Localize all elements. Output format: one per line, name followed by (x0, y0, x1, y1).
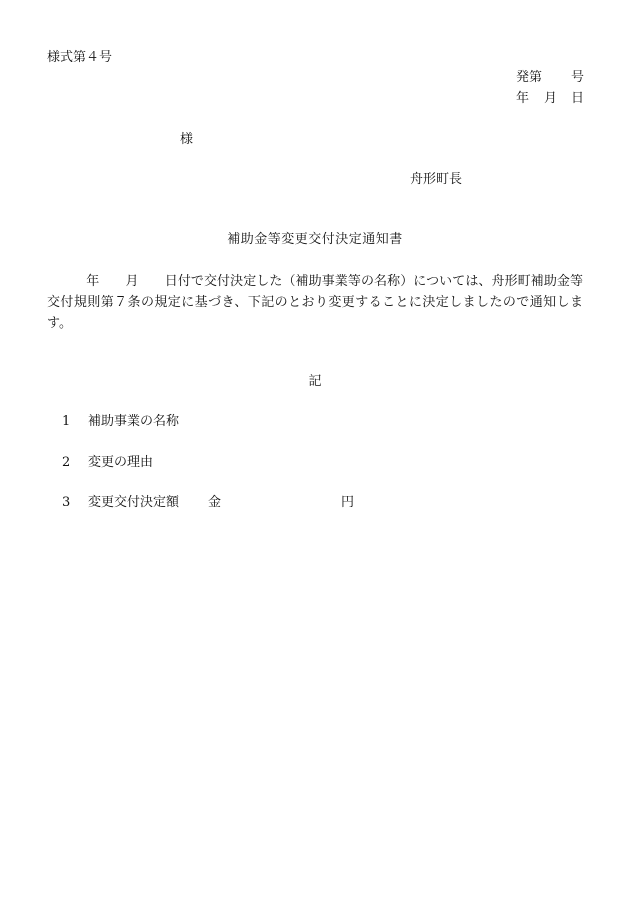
form-number: 様式第４号 (47, 50, 113, 65)
addressee: 様 (180, 132, 194, 147)
list-item (62, 415, 179, 428)
document-title: 補助金等変更交付決定通知書 (227, 232, 403, 247)
item-label: 補助事業の名称 (88, 414, 180, 429)
issuer-name: 舟形町長 (410, 172, 463, 187)
issue-number-label: 発第 (516, 70, 543, 85)
item-number: 3 (62, 495, 71, 510)
ki-heading: 記 (308, 374, 322, 389)
item-number: 2 (62, 455, 71, 470)
list-item (62, 456, 153, 469)
issue-date-month: 月 (544, 91, 558, 106)
issue-number-suffix: 号 (570, 70, 584, 85)
issue-number (516, 71, 584, 84)
amount-prefix: 金 (208, 495, 222, 510)
item-number: 1 (62, 414, 71, 429)
issue-date-year: 年 (516, 91, 530, 106)
issue-date-day: 日 (570, 91, 584, 106)
amount-unit: 円 (341, 495, 355, 510)
body-paragraph: 年 月 日付で交付決定した（補助事業等の名称）については、舟形町補助金等交付規則第７条の規定に基づき、下記のとおり変更することに決定しましたので通知します。 (47, 274, 583, 331)
item-label: 変更の理由 (88, 455, 154, 470)
list-item (62, 495, 355, 510)
item-label: 変更交付決定額 (88, 495, 180, 510)
